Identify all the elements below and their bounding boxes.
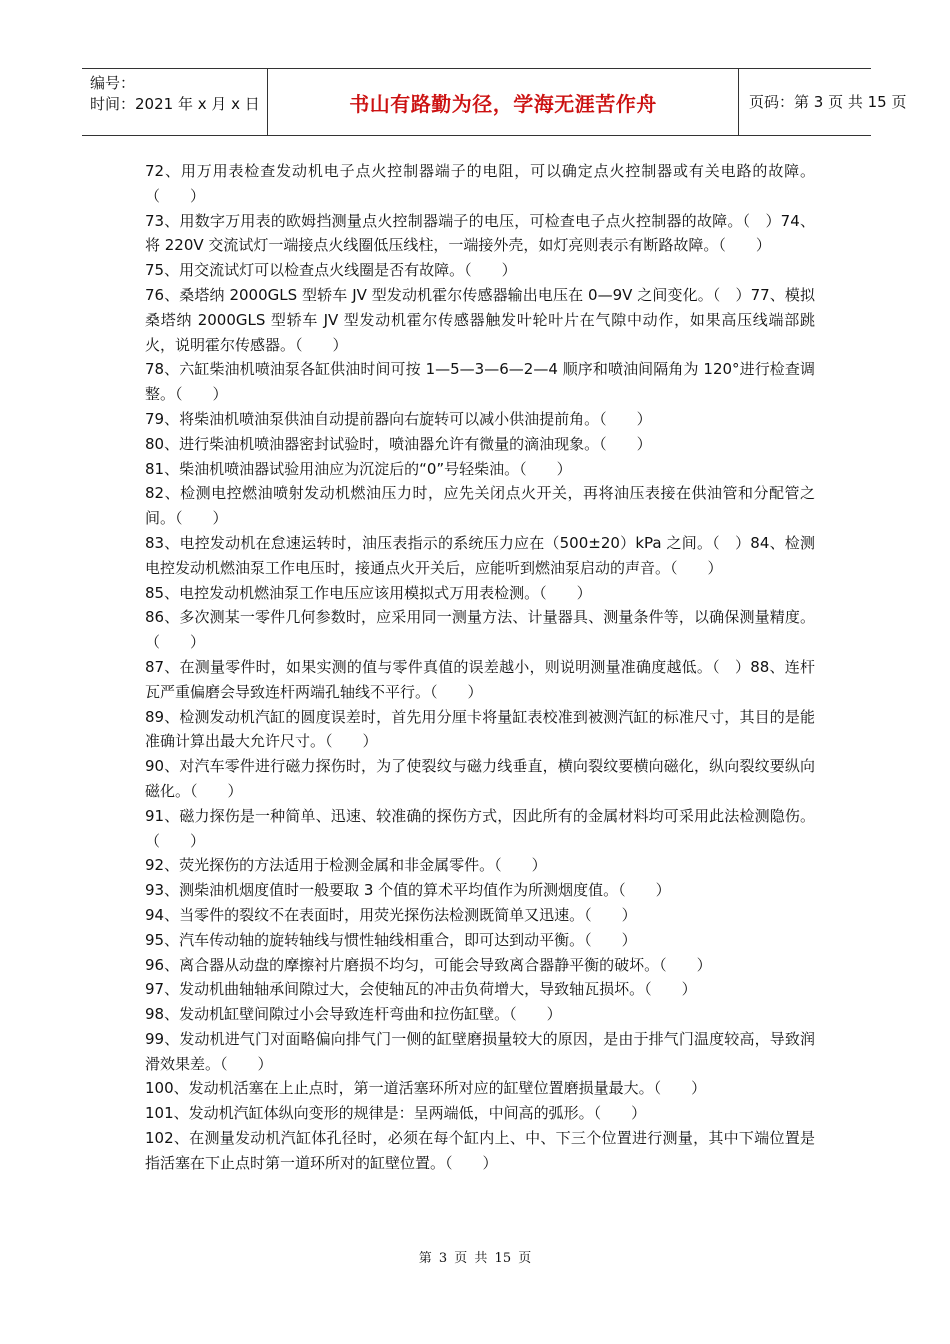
question-91: 91、磁力探伤是一种简单、迅速、较准确的探伤方式，因此所有的金属材料均可采用此法检测隐伤。（ ） — [145, 806, 815, 850]
question-81: 81、柴油机喷油器试验用油应为沉淀后的“0”号轻柴油。（ ） — [145, 459, 572, 478]
question-76-77: 76、桑塔纳 2000GLS 型轿车 JV 型发动机霍尔传感器输出电压在 0—9V 之间变化。（ ）77、模拟桑塔纳 2000GLS 型轿车 JV 型发动机霍尔传感器触发叶轮叶片在气隙中动作，如果高压线端部跳火，说明霍尔传感器。（ ） — [145, 285, 815, 354]
header-page-cell — [739, 69, 907, 135]
header-info-cell — [82, 69, 268, 135]
question-72: 72、用万用表检查发动机电子点火控制器端子的电阻，可以确定点火控制器或有关电路的故障。（ ） — [145, 162, 815, 205]
question-98: 98、发动机缸壁间隙过小会导致连杆弯曲和拉伤缸壁。（ ） — [145, 1005, 562, 1024]
question-90: 90、对汽车零件进行磁力探伤时，为了使裂纹与磁力线垂直，横向裂纹要横向磁化，纵向裂纹要纵向磁化。（ ） — [145, 757, 815, 800]
question-83-84: 83、电控发动机在怠速运转时，油压表指示的系统压力应在（500±20）kPa 之间。（ ）84、检测电控发动机燃油泵工作电压时，接通点火开关后，应能听到燃油泵启动的声音。（ ） — [145, 533, 815, 577]
header-motto-cell — [268, 69, 739, 135]
question-92: 92、荧光探伤的方法适用于检测金属和非金属零件。（ ） — [145, 856, 547, 875]
page-info: 页码：第 3 页 共 15 页 — [749, 93, 907, 111]
question-89: 89、检测发动机汽缸的圆度误差时，首先用分厘卡将量缸表校准到被测汽缸的标准尺寸，其目的是能准确计算出最大允许尺寸。（ ） — [145, 707, 815, 751]
time-label: 时间：2021 年 x 月 x 日 — [90, 95, 260, 113]
question-list — [145, 159, 815, 1176]
question-82: 82、检测电控燃油喷射发动机燃油压力时，应先关闭点火开关，再将油压表接在供油管和分配管之间。（ ） — [145, 484, 815, 528]
question-86: 86、多次测某一零件几何参数时，应采用同一测量方法、计量器具、测量条件等，以确保测量精度。（ ） — [145, 608, 815, 652]
motto: 书山有路勤为径，学海无涯苦作舟 — [349, 92, 657, 116]
question-75: 75、用交流试灯可以检查点火线圈是否有故障。（ ） — [145, 261, 517, 280]
question-85: 85、电控发动机燃油泵工作电压应该用模拟式万用表检测。（ ） — [145, 583, 592, 602]
question-78: 78、六缸柴油机喷油泵各缸供油时间可按 1—5—3—6—2—4 顺序和喷油间隔角为 120°进行检查调整。（ ） — [145, 360, 815, 404]
question-97: 97、发动机曲轴轴承间隙过大，会使轴瓦的冲击负荷增大，导致轴瓦损坏。（ ） — [145, 980, 697, 999]
question-87-88: 87、在测量零件时，如果实测的值与零件真值的误差越小，则说明测量准确度越低。（ ）88、连杆瓦严重偏磨会导致连杆两端孔轴线不平行。（ ） — [145, 657, 815, 701]
question-102: 102、在测量发动机汽缸体孔径时，必须在每个缸内上、中、下三个位置进行测量，其中下端位置是指活塞在下止点时第一道环所对的缸壁位置。（ ） — [145, 1129, 815, 1172]
question-100: 100、发动机活塞在上止点时，第一道活塞环所对应的缸壁位置磨损量最大。（ ） — [145, 1079, 707, 1098]
page-header — [82, 68, 907, 136]
question-95: 95、汽车传动轴的旋转轴线与惯性轴线相重合，即可达到动平衡。（ ） — [145, 930, 637, 949]
question-99: 99、发动机进气门对面略偏向排气门一侧的缸壁磨损量较大的原因，是由于排气门温度较高，导致润滑效果差。（ ） — [145, 1029, 815, 1073]
question-79: 79、将柴油机喷油泵供油自动提前器向右旋转可以减小供油提前角。（ ） — [145, 409, 652, 428]
question-96: 96、离合器从动盘的摩擦衬片磨损不均匀，可能会导致离合器静平衡的破坏。（ ） — [145, 955, 712, 974]
page-footer: 第 3 页 共 15 页 — [418, 1251, 532, 1266]
question-94: 94、当零件的裂纹不在表面时，用荧光探伤法检测既简单又迅速。（ ） — [145, 905, 637, 924]
question-101: 101、发动机汽缸体纵向变形的规律是：呈两端低，中间高的弧形。（ ） — [145, 1104, 647, 1123]
question-73-74: 73、用数字万用表的欧姆挡测量点火控制器端子的电压，可检查电子点火控制器的故障。（ ）74、将 220V 交流试灯一端接点火线圈低压线柱，一端接外壳，如灯亮则表示有断路故障。（ ） — [145, 211, 815, 255]
question-93: 93、测柴油机烟度值时一般要取 3 个值的算术平均值作为所测烟度值。（ ） — [145, 881, 671, 900]
question-80: 80、进行柴油机喷油器密封试验时，喷油器允许有微量的滴油现象。（ ） — [145, 434, 652, 453]
number-label: 编号： — [90, 74, 136, 92]
